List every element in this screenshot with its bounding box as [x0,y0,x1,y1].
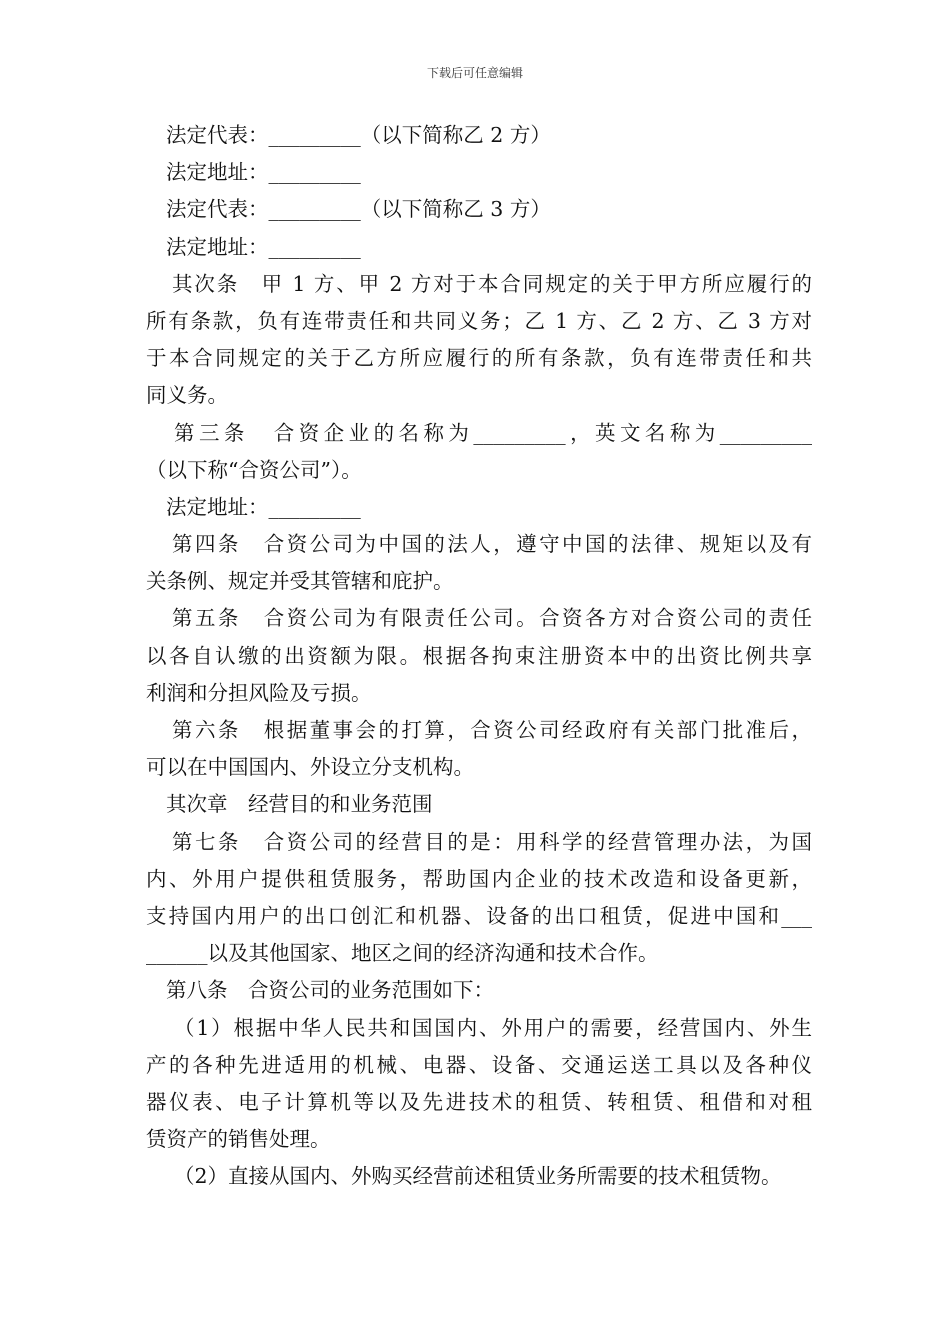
article-7-line: 内、外用户提供租赁服务，帮助国内企业的技术改造和设备更新， [146,866,812,891]
article-7-line: 支持国内用户的出口创汇和机器、设备的出口租赁，促进中国和___ [146,903,812,928]
chapter-heading: 其次章 经营目的和业务范围 [166,792,433,817]
article-2-line: 于本合同规定的关于乙方所应履行的所有条款，负有连带责任和共 [146,346,812,371]
article-5-line: 以各自认缴的出资额为限。根据各拘束注册资本中的出资比例共享 [146,643,812,668]
article-5-line: 利润和分担风险及亏损。 [146,680,372,705]
article-2-line: 同义务。 [146,383,228,408]
article-5-line: 第五条 合资公司为有限责任公司。合资各方对合资公司的责任 [172,606,812,631]
article-4-line: 第四条 合资公司为中国的法人，遵守中国的法律、规矩以及有 [172,532,812,557]
article-4-line: 关条例、规定并受其管辖和庇护。 [146,569,454,594]
article-8-item-1-line: 器仪表、电子计算机等以及先进技术的租赁、转租赁、租借和对租 [146,1089,812,1114]
document-body [146,117,812,1195]
article-8-item-1-line: 产的各种先进适用的机械、电器、设备、交通运送工具以及各种仪 [146,1052,812,1077]
legal-representative-line: 法定代表：_________（以下简称乙 2 方） [166,123,551,147]
legal-representative-line: 法定代表：_________（以下简称乙 3 方） [166,197,551,222]
article-6-line: 第六条 根据董事会的打算，合资公司经政府有关部门批准后， [172,718,812,742]
page-header: 下载后可任意编辑 [426,66,523,80]
article-7-line: 第七条 合资公司的经营目的是：用科学的经营管理办法，为国 [172,829,812,854]
article-8-item-2-line: （2）直接从国内、外购买经营前述租赁业务所需要的技术租赁物。 [174,1164,782,1189]
legal-address-line: 法定地址：_________ [166,494,361,519]
legal-address-line: 法定地址：_________ [166,234,361,259]
article-2-line: 其次条 甲 1 方、甲 2 方对于本合同规定的关于甲方所应履行的 [172,271,812,296]
article-8-line: 第八条 合资公司的业务范围如下： [166,978,494,1003]
article-6-line: 可以在中国国内、外设立分支机构。 [146,755,474,780]
article-8-item-1-line: （1）根据中华人民共和国国内、外用户的需要，经营国内、外生 [174,1015,812,1040]
article-8-item-1-line: 赁资产的销售处理。 [146,1127,331,1152]
article-3-line: 第三条 合资企业的名称为_________，英文名称为_________ [174,420,812,445]
article-7-line: ______以及其他国家、地区之间的经济沟通和技术合作。 [146,941,659,966]
article-3-line: （以下称“合资公司”）。 [146,457,362,482]
legal-address-line: 法定地址：_________ [166,160,361,185]
article-2-line: 所有条款，负有连带责任和共同义务；乙 1 方、乙 2 方、乙 3 方对 [146,308,812,333]
